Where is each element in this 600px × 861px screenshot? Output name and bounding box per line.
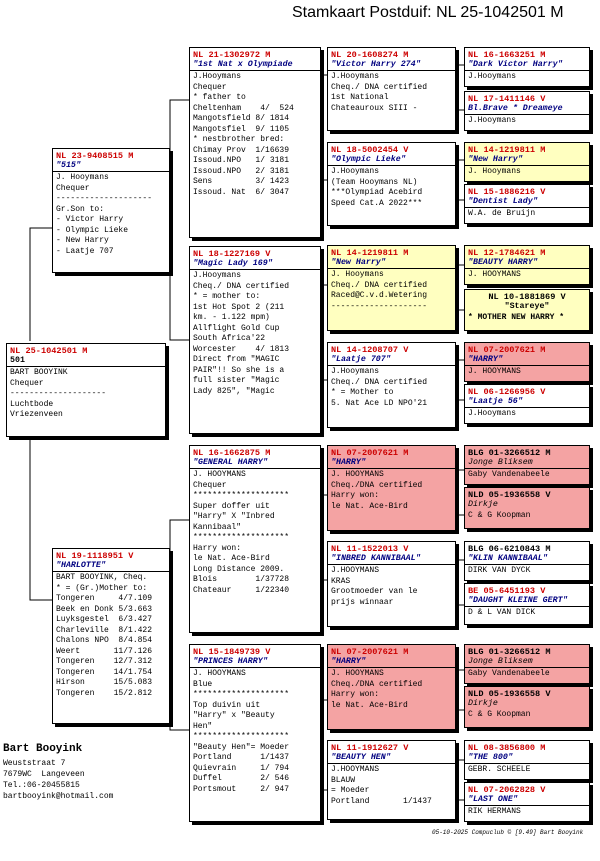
ring-number: NL 08-3856800 M (468, 743, 546, 753)
pigeon-details: J. HOOYMANS Cheq./DNA certified Harry won: le Nat. Ace-Bird (331, 669, 423, 710)
pigeon-card-gen5-14[interactable] (464, 686, 590, 728)
ring-number: NLD 05-1936558 V (468, 490, 551, 500)
pigeon-name: "LAST ONE" (465, 795, 589, 806)
pigeon-name: "HARRY" (328, 458, 455, 469)
ring-number: NL 14-1208707 V (331, 345, 409, 355)
ring-number: NL 11-1522013 V (331, 544, 409, 554)
pigeon-card-gen5-10[interactable] (464, 487, 590, 529)
pigeon-name: "INBRED KANNIBAAL" (328, 554, 455, 565)
pigeon-card-gen5-16[interactable] (464, 782, 590, 822)
ring-number: NL 21-1302972 M (193, 50, 271, 60)
pigeon-details: J.Hooymans (468, 72, 517, 81)
pigeon-details: J. HOOYMANS Chequer ******************** Super doffer uit "Harry" X "Inbred Kannibaal" ******************** Harry won: le Nat. Ace-Bird Long Distance 2009. Blois 1/37728 Chateaur 1/22340 (193, 470, 290, 595)
pigeon-details: GEBR. SCHEELE (468, 765, 531, 774)
pigeon-name: "HARRY" (328, 657, 455, 668)
pigeon-card-gen5-15[interactable] (464, 740, 590, 780)
pigeon-name: "PRINCES HARRY" (190, 657, 320, 668)
pigeon-name: "BEAUTY HARRY" (465, 258, 589, 269)
pigeon-card-gen4-4[interactable] (327, 342, 456, 428)
ring-number: NL 07-2007621 M (331, 647, 409, 657)
pigeon-name: "DAUGHT KLEINE GERT" (465, 596, 589, 607)
owner-name: Bart Booyink (3, 743, 83, 755)
ring-number: NL 06-1266956 V (468, 387, 546, 397)
ring-number: NL 15-1886216 V (468, 187, 546, 197)
pigeon-card-gen5-7[interactable] (464, 342, 590, 382)
pigeon-name: "Laatje 707" (328, 355, 455, 366)
pigeon-name: "Dark Victor Harry" (465, 60, 589, 71)
pigeon-details: * MOTHER NEW HARRY * (468, 313, 565, 322)
pigeon-card-gen3-1[interactable] (189, 47, 321, 238)
pigeon-name: 501 (7, 356, 165, 367)
pigeon-card-gen5-2[interactable] (464, 91, 590, 131)
pigeon-details: J. HOOYMANS (468, 367, 521, 376)
ring-number: NL 10-1881869 V (488, 292, 566, 302)
footer-text: 05-10-2025 Compuclub © [9.49] Bart Booyink (432, 829, 584, 836)
pigeon-name: Dirkje (468, 699, 498, 708)
ring-number: NL 20-1608274 M (331, 50, 409, 60)
pigeon-name: "New Harry" (465, 155, 589, 166)
pigeon-card-mother[interactable] (52, 548, 170, 724)
pigeon-details: C & G Koopman (468, 511, 531, 520)
pigeon-details: J. Hooymans (468, 167, 521, 176)
pigeon-card-gen3-2[interactable] (189, 246, 321, 434)
pigeon-card-gen5-11[interactable] (464, 541, 590, 581)
ring-number: NL 23-9408515 M (56, 151, 134, 161)
pigeon-name: "GENERAL HARRY" (190, 458, 320, 469)
pigeon-name: "THE 800" (465, 753, 589, 764)
pigeon-details: C & G Koopman (468, 710, 531, 719)
pigeon-card-subject[interactable] (6, 343, 166, 437)
pigeon-details: J.Hooymans (Team Hooymans NL) ***Olympiad Acebird Speed Cat.A 2022*** (331, 167, 423, 208)
pigeon-card-gen5-8[interactable] (464, 384, 590, 424)
pigeon-card-gen4-7[interactable] (327, 644, 456, 730)
pigeon-name: Jonge Bliksem (465, 458, 589, 469)
pigeon-details: J.Hooymans Cheq./ DNA certified * = mother to: 1st Hot Spot 2 (211 km. - 1.122 mpm) Allflight Gold Cup South Africa'22 Worcester 4/ 1813 Direct from "MAGIC PAIR"!! So she is a full sister "Magic Lady 825", "Magic (193, 271, 290, 396)
pigeon-details: DIRK VAN DYCK (468, 566, 531, 575)
pigeon-name: Bl.Brave * Dreameye (465, 104, 589, 115)
pigeon-name: "1st Nat x Olympiade (190, 60, 320, 71)
pigeon-details: J.Hooymans Cheq./ DNA certified 1st National Chateauroux SIII - (331, 72, 428, 113)
pigeon-name: Dirkje (468, 500, 498, 509)
pigeon-name: "Stareye" (504, 302, 550, 311)
ring-number: NL 07-2062828 V (468, 785, 546, 795)
pigeon-name: "515" (53, 161, 169, 172)
pigeon-details: D & L VAN DICK (468, 608, 536, 617)
pigeon-name: "HARLOTTE" (53, 561, 169, 572)
pigeon-card-gen5-4[interactable] (464, 184, 590, 224)
pigeon-details: J. HOOYMANS Blue ******************** Top duivin uit "Harry" x "Beauty Hen" ******************** "Beauty Hen"= Moeder Portland 1/1437 Quievrain 1/ 794 Duffel 2/ 546 Portsmout 2/ 947 (193, 669, 290, 794)
pigeon-card-gen5-9[interactable] (464, 445, 590, 485)
pigeon-name: "Victor Harry 274" (328, 60, 455, 71)
ring-number: NL 11-1912627 V (331, 743, 409, 753)
pigeon-name: "Laatje 56" (465, 397, 589, 408)
pigeon-card-gen5-6[interactable] (464, 289, 590, 331)
pigeon-card-gen3-3[interactable] (189, 445, 321, 633)
pigeon-details: J. Hooymans Cheq./ DNA certified Raced@C.v.d.Wetering -------------------- (331, 270, 428, 311)
pigeon-details: J.HOOYMANS KRAS Grootmoeder van le prijs winnaar (331, 566, 418, 607)
ring-number: NL 18-1227169 V (193, 249, 271, 259)
ring-number: NL 14-1219811 M (331, 248, 409, 258)
pigeon-card-gen5-1[interactable] (464, 47, 590, 87)
ring-number: NL 16-1662875 M (193, 448, 271, 458)
pigeon-card-gen4-3[interactable] (327, 245, 456, 331)
pigeon-card-gen5-3[interactable] (464, 142, 590, 182)
pigeon-name: "Dentist Lady" (465, 197, 589, 208)
ring-number: BE 05-6451193 V (468, 586, 546, 596)
pigeon-details: J.Hooymans (468, 409, 517, 418)
ring-number: NL 19-1118951 V (56, 551, 134, 561)
ring-number: NL 12-1784621 M (468, 248, 546, 258)
owner-address: Weuststraat 7 7679WC Langeveen Tel.:06-20455815 bartbooyink@hotmail.com (3, 759, 114, 801)
pigeon-name: "New Harry" (328, 258, 455, 269)
ring-number: NL 07-2007621 M (468, 345, 546, 355)
pigeon-details: RIK HERMANS (468, 807, 521, 816)
pigeon-card-gen5-13[interactable] (464, 644, 590, 684)
pigeon-card-gen4-8[interactable] (327, 740, 456, 820)
ring-number: BLG 06-6210843 M (468, 544, 551, 554)
ring-number: BLG 01-3266512 M (468, 647, 551, 657)
pigeon-details: Gaby Vandenabeele (468, 470, 550, 479)
ring-number: NL 14-1219811 M (468, 145, 546, 155)
pigeon-name: "Magic Lady 169" (190, 259, 320, 270)
pigeon-details: J.Hooymans Cheq./ DNA certified * = Mother to 5. Nat Ace LD NPO'21 (331, 367, 428, 408)
ring-number: NL 07-2007621 M (331, 448, 409, 458)
pigeon-name: "KLIN KANNIBAAL" (465, 554, 589, 565)
ring-number: BLG 01-3266512 M (468, 448, 551, 458)
pigeon-card-father[interactable] (52, 148, 170, 273)
pigeon-card-gen3-4[interactable] (189, 644, 321, 822)
owner-block (3, 743, 113, 802)
pigeon-details: J.Hooymans Chequer * father to Cheltenham 4/ 524 Mangotsfield 8/ 1814 Mangotsfiel 9/ 1105 * nestbrother bred: Chimay Prov 1/16639 Issoud.NPO 1/ 3181 Issoud.NPO 2/ 3181 Sens 3/ 1423 Issoud. Nat 6/ 3047 (193, 72, 294, 197)
pigeon-details: J.Hooymans (468, 116, 517, 125)
pigeon-card-gen5-5[interactable] (464, 245, 590, 285)
pigeon-details: J. Hooymans Chequer -------------------- Gr.Son to: - Victor Harry - Olympic Lieke - New Harry - Laatje 707 (56, 173, 153, 256)
ring-number: NL 17-1411146 V (468, 94, 546, 104)
pigeon-card-gen4-2[interactable] (327, 142, 456, 226)
pigeon-details: J.HOOYMANS BLAUW = Moeder Portland 1/1437 (331, 765, 432, 806)
pigeon-card-gen4-6[interactable] (327, 541, 456, 627)
pigeon-name: "HARRY" (465, 355, 589, 366)
pigeon-card-gen4-5[interactable] (327, 445, 456, 531)
ring-number: NL 18-5002454 V (331, 145, 409, 155)
pigeon-details: W.A. de Bruijn (468, 209, 536, 218)
pigeon-name: "Olympic Lieke" (328, 155, 455, 166)
pigeon-card-gen4-1[interactable] (327, 47, 456, 131)
ring-number: NL 25-1042501 M (10, 346, 88, 356)
pigeon-details: Gaby Vandenabeele (468, 669, 550, 678)
page-title: Stamkaart Postduif: NL 25-1042501 M (292, 4, 564, 21)
pigeon-details: BART BOOYINK, Cheq. * = (Gr.)Mother to: Tongeren 4/7.109 Beek en Donk 5/3.663 Luyksgestel 6/3.427 Charleville 8/1.422 Chalons NPO 8/4.854 Weert 11/7.126 Tongeren 12/7.312 Tongeren 14/1.754 Hirson 15/5.083 Tongeren 15/2.812 (56, 573, 153, 698)
ring-number: NL 15-1849739 V (193, 647, 271, 657)
pigeon-name: "BEAUTY HEN" (328, 753, 455, 764)
ring-number: NLD 05-1936558 V (468, 689, 551, 699)
pigeon-card-gen5-12[interactable] (464, 583, 590, 625)
pigeon-details: BART BOOYINK Chequer -------------------- Luchtbode Vriezenveen (10, 368, 107, 419)
pigeon-name: Jonge Bliksem (465, 657, 589, 668)
pigeon-details: J. HOOYMANS (468, 270, 521, 279)
ring-number: NL 16-1663251 M (468, 50, 546, 60)
pigeon-details: J. HOOYMANS Cheq./DNA certified Harry won: le Nat. Ace-Bird (331, 470, 423, 511)
